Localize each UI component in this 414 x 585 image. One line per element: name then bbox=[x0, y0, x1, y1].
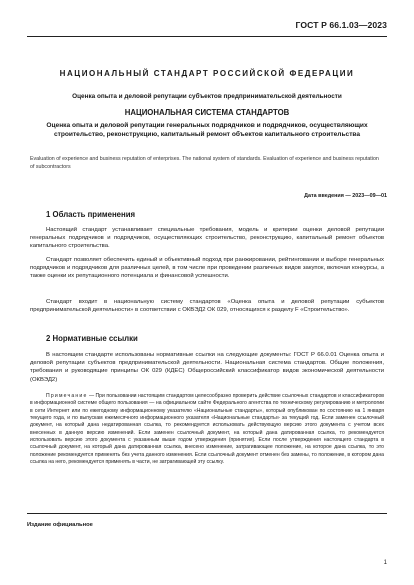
section-1-paragraph-1: Настоящий стандарт устанавливает специальные требования, модель и критерии оценки деловой репутации генеральных подрядчиков и подрядчиков, осуществляющих строительство, реконструкцию, капитальный ремонт объектов капитального строительства. bbox=[30, 227, 384, 250]
note-text: — При пользовании настоящим стандартом целесообразно проверить действие ссылочных стандартов и классификаторов в информационной системе общего пользования — на официальном сайте Федерального агентства по техническому регулированию и метрологии в сети Интернет или по ежегодному информационному указателю «Национальные стандарты», который опубликован по состоянию на 1 января текущего года, и по выпускам ежемесячного информационного указателя «Национальные стандарты» за текущий год. Если заменен ссылочный документ, на который дана недатированная ссылка, то рекомендуется использовать действующую версию этого документа с учетом всех внесенных в данную версию изменений. Если заменен ссылочный документ, на который дана датированная ссылка, то рекомендуется использовать версию этого документа с указанным выше годом утверждения (принятия). Если после утверждения настоящего стандарта в ссылочный документ, на который дана датированная ссылка, внесено изменение, затрагивающее положение, на которое дана ссылка, то это положение рекомендуется применять без учета данного изменения. Если ссылочный документ отменен без замены, то положение, в котором дана ссылка на него, рекомендуется применять в части, не затрагивающей эту ссылку. bbox=[30, 393, 384, 466]
section-1-heading: 1 Область применения bbox=[46, 210, 136, 219]
section-1-paragraph-2: Стандарт позволяет обеспечить единый и объективный подход при ранжировании, рейтинговании и выборе генеральных подрядчиков и подрядчиков для различных целей, в том числе при проведении различных видов закупок, включая конкурсы, а также оценки их репутационного потенциала и финансовой успешности. bbox=[30, 257, 384, 280]
section-2-note bbox=[30, 393, 384, 466]
english-title: Evaluation of experience and business reputation of enterprises. The national system of standards. Evaluation of experience and business reputation of subcontractors bbox=[30, 156, 379, 170]
official-edition-label: Издание официальное bbox=[27, 522, 93, 528]
section-2-heading: 2 Нормативные ссылки bbox=[46, 334, 138, 343]
note-label: Примечание bbox=[46, 393, 88, 399]
series-title: Оценка опыта и деловой репутации субъектов предпринимательской деятельности bbox=[72, 93, 342, 100]
effective-date: Дата введения — 2023—09—01 bbox=[304, 193, 387, 199]
main-title: Оценка опыта и деловой репутации генеральных подрядчиков и подрядчиков, осуществляющих строительство, реконструкцию, капитальный ремонт объектов капитального строительства bbox=[46, 122, 368, 138]
section-2-references: В настоящем стандарте использованы нормативные ссылки на следующие документы: ГОСТ Р 66.0.01 Оценка опыта и деловой репутации субъектов предпринимательской деятельности. Национальная система стандартов. Общие положения, требования и руководящие принципы ОК 029 (КДЕС) Общероссийский классификатор видов экономической деятельности (ОКВЭД2) bbox=[30, 352, 384, 383]
system-title: НАЦИОНАЛЬНАЯ СИСТЕМА СТАНДАРТОВ bbox=[124, 108, 290, 117]
bottom-rule bbox=[27, 513, 387, 514]
national-standard-banner: НАЦИОНАЛЬНЫЙ СТАНДАРТ РОССИЙСКОЙ ФЕДЕРАЦИИ bbox=[59, 69, 355, 78]
top-rule bbox=[27, 36, 387, 37]
section-1-paragraph-3: Стандарт входит в национальную систему стандартов «Оценка опыта и деловой репутации субъектов предпринимательской деятельности» в соответствии с ОКВЭД2 ОК 029, относящихся к разделу F «Строительство». bbox=[30, 299, 384, 314]
standard-code: ГОСТ Р 66.1.03—2023 bbox=[295, 20, 387, 30]
page-number: 1 bbox=[383, 560, 387, 566]
